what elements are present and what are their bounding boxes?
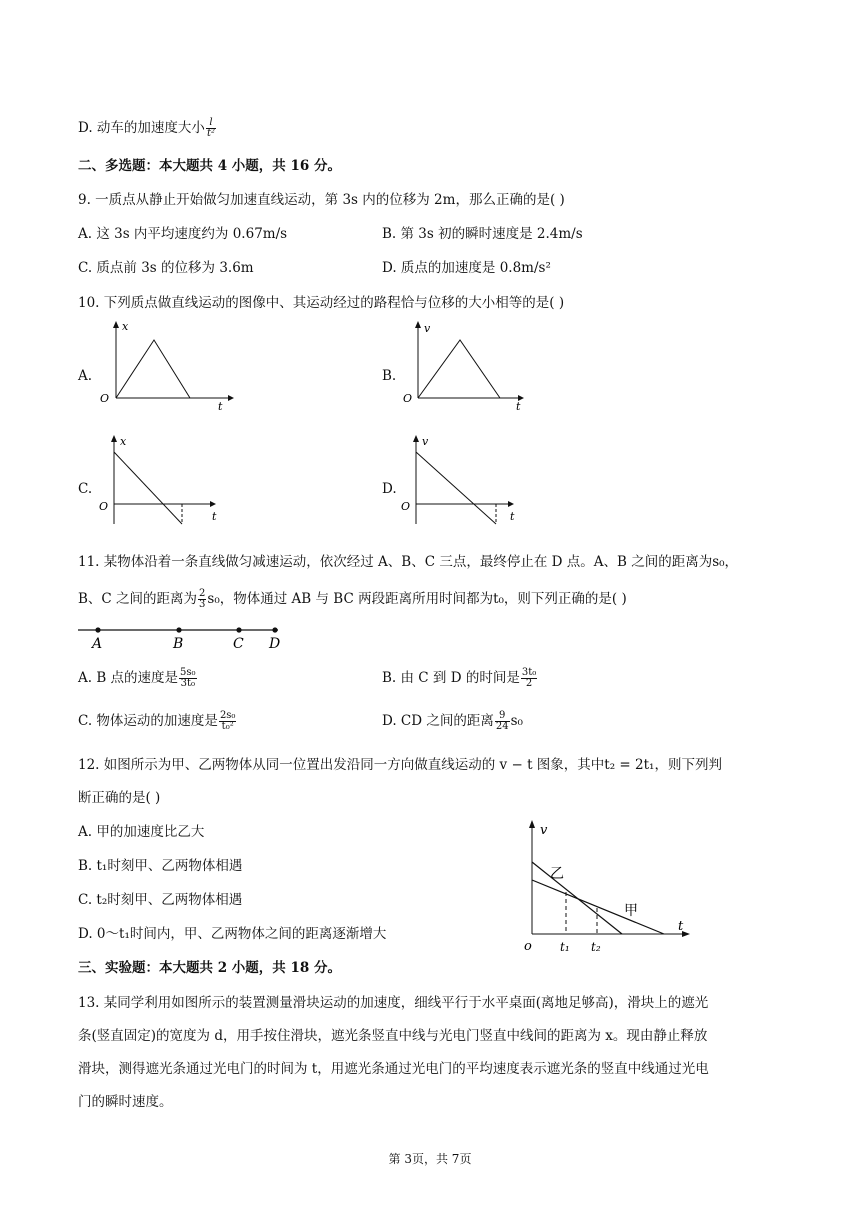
q8-option-d: D. 动车的加速度大小 $\frac{l}{\text{t²}}$ — [78, 117, 215, 139]
fraction: $\frac{\text{2s₀}}{\text{t₀²}}$ — [219, 710, 236, 732]
q11-option-a: A. B 点的速度是 $\frac{\text{5s₀}}{\text{3t₀}}$ — [78, 667, 196, 689]
q9-option-d: D. 质点的加速度是 0.8m/s² — [382, 260, 551, 276]
q11-option-d: D. CD 之间的距离 $\frac{9}{24}$ s₀ — [382, 710, 523, 732]
point-a — [95, 627, 100, 632]
q11-number-line — [78, 620, 298, 654]
q9-option-b: B. 第 3s 初的瞬时速度是 2.4m/s — [382, 226, 583, 242]
point-label-a: A — [92, 636, 103, 652]
q12-vt-graph — [518, 818, 698, 956]
axis-label-t: t — [516, 400, 521, 413]
q11-stem-line2: B、C 之间的距离为 $\frac{2}{3}$ s₀，物体通过 AB 与 BC 两段距离所用时间都为t₀，则下列正确的是( ) — [78, 588, 627, 610]
axis-label-t: t — [218, 400, 223, 413]
tick-label-t2: t₂ — [591, 940, 601, 954]
q10-graph-a — [98, 318, 238, 413]
axis-label-v: v — [540, 823, 548, 838]
axis-label-t: t — [510, 510, 515, 523]
q10-option-c-label: C. — [78, 481, 93, 497]
q9-stem: 9. 一质点从静止开始做匀加速直线运动，第 3s 内的位移为 2m，那么正确的是( ) — [78, 192, 565, 208]
origin-label: O — [401, 500, 411, 513]
axis-label-x: x — [122, 320, 129, 333]
q13-line3: 滑块，测得遮光条通过光电门的时间为 t，用遮光条通过光电门的平均速度表示遮光条的竖直中线通过光电 — [78, 1061, 709, 1077]
origin-label: O — [99, 500, 109, 513]
q10-graph-b — [402, 318, 542, 413]
fraction: $\frac{2}{3}$ — [199, 588, 206, 610]
axis-label-t: t — [678, 919, 684, 934]
point-label-d: D — [269, 636, 281, 652]
section-heading-multiple-choice: 二、多选题：本大题共 4 小题，共 16 分。 — [78, 158, 341, 174]
tick-label-t1: t₁ — [560, 940, 570, 954]
point-label-c: C — [233, 636, 244, 652]
q10-option-d-label: D. — [382, 481, 397, 497]
fraction: $\frac{9}{24}$ — [495, 710, 509, 732]
q12-option-b: B. t₁时刻甲、乙两物体相遇 — [78, 858, 243, 874]
axis-label-v: v — [424, 322, 431, 335]
origin-label: O — [100, 392, 110, 405]
q12-option-d: D. 0～t₁时间内，甲、乙两物体之间的距离逐渐增大 — [78, 926, 387, 942]
q9-option-c: C. 质点前 3s 的位移为 3.6m — [78, 260, 254, 276]
q13-line4: 门的瞬时速度。 — [78, 1094, 173, 1110]
axis-label-v: v — [422, 435, 429, 448]
page-footer: 第 3页，共 7页 — [388, 1152, 472, 1166]
q11-stem-line1: 11. 某物体沿着一条直线做匀减速运动，依次经过 A、B、C 三点，最终停止在 D 点。A、B 之间的距离为s₀， — [78, 554, 739, 570]
q10-option-b-label: B. — [382, 368, 397, 384]
q10-option-a-label: A. — [78, 368, 93, 384]
point-d — [272, 627, 277, 632]
q11-option-c: C. 物体运动的加速度是 $\frac{\text{2s₀}}{\text{t₀²}}$ — [78, 710, 236, 732]
axis-label-t: t — [212, 510, 217, 523]
origin-label: O — [403, 392, 413, 405]
fraction: $\frac{\text{5s₀}}{\text{3t₀}}$ — [180, 667, 196, 689]
q10-graph-d — [400, 432, 540, 527]
origin-label: o — [524, 939, 532, 954]
q13-line1: 13. 某同学利用如图所示的装置测量滑块运动的加速度，细线平行于水平桌面(离地足够高)，滑块上的遮光 — [78, 995, 709, 1011]
fraction: $\frac{l}{\text{t²}}$ — [206, 117, 215, 139]
line-jia — [532, 880, 664, 934]
q12-option-a: A. 甲的加速度比乙大 — [78, 824, 205, 840]
point-b — [176, 627, 181, 632]
fraction: $\frac{\text{3t₀}}{2}$ — [521, 667, 537, 689]
q9-option-a: A. 这 3s 内平均速度约为 0.67m/s — [78, 226, 288, 242]
point-label-b: B — [173, 636, 184, 652]
q10-stem: 10. 下列质点做直线运动的图像中、其运动经过的路程恰与位移的大小相等的是( ) — [78, 295, 565, 311]
q12-option-c: C. t₂时刻甲、乙两物体相遇 — [78, 892, 243, 908]
section-heading-experiment: 三、实验题：本大题共 2 小题，共 18 分。 — [78, 960, 341, 976]
point-c — [236, 627, 241, 632]
q13-line2: 条(竖直固定)的宽度为 d，用手按住滑块，遮光条竖直中线与光电门竖直中线间的距离为 x。现由静止释放 — [78, 1028, 708, 1044]
q12-stem-line1: 12. 如图所示为甲、乙两物体从同一位置出发沿同一方向做直线运动的 v − t 图象，其中t₂ = 2t₁，则下列判 — [78, 757, 722, 773]
q10-graph-c — [98, 432, 238, 527]
q12-stem-line2: 断正确的是( ) — [78, 790, 161, 806]
series-label-yi: 乙 — [550, 866, 564, 882]
q11-option-b: B. 由 C 到 D 的时间是 $\frac{\text{3t₀}}{2}$ — [382, 667, 537, 689]
series-label-jia: 甲 — [624, 903, 638, 919]
axis-label-x: x — [120, 435, 127, 448]
